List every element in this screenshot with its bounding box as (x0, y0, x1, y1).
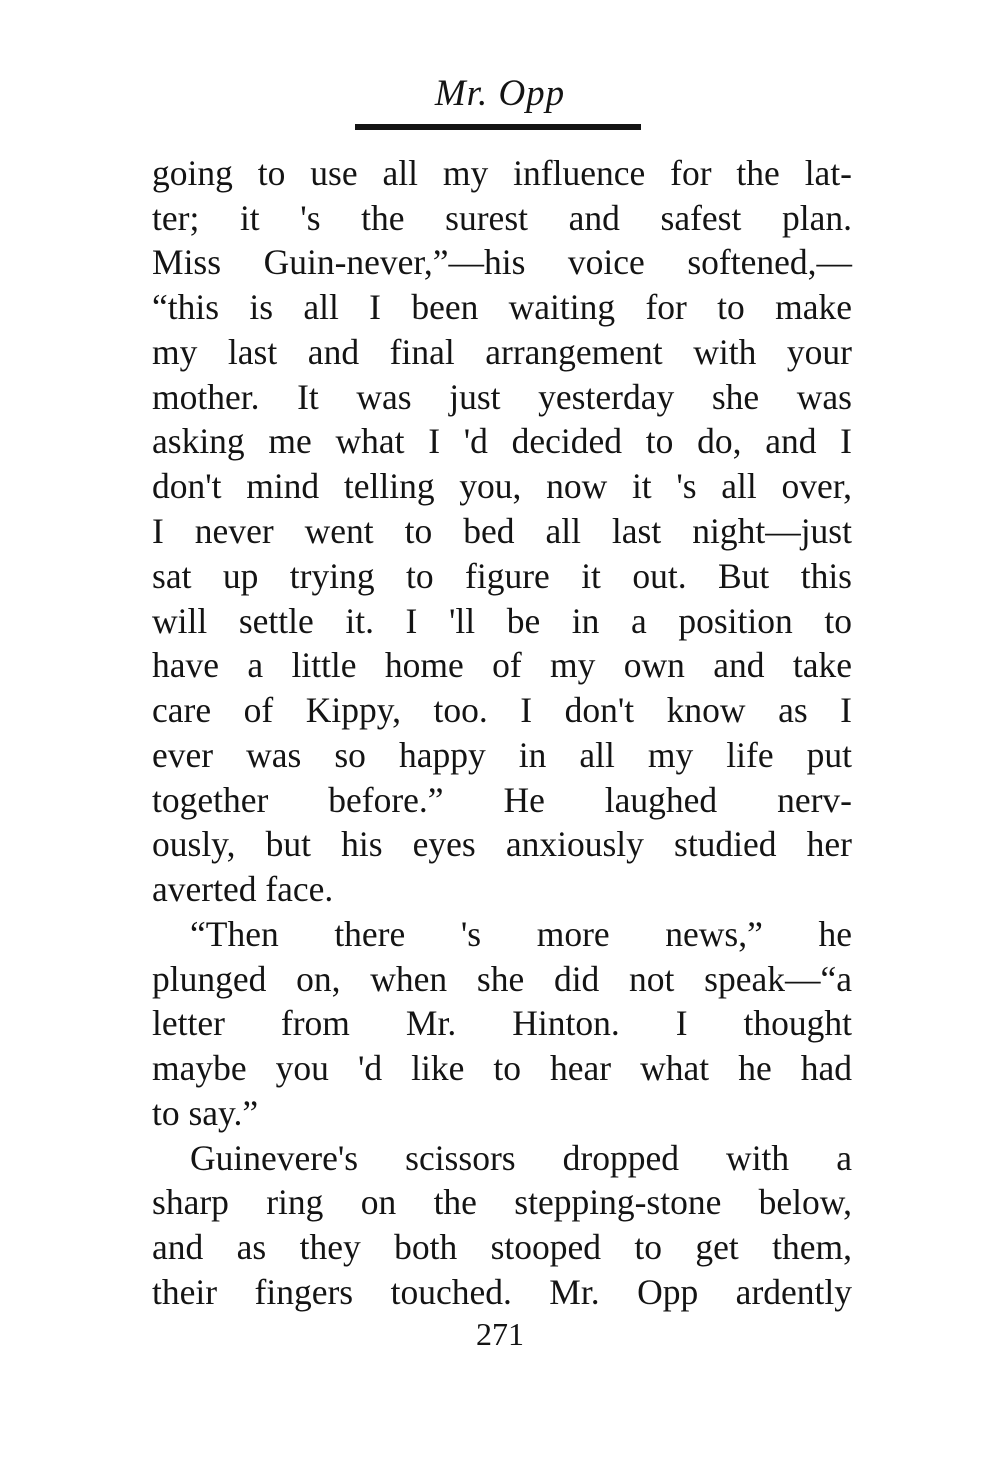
text-line: care of Kippy, too. I don't know as I (152, 690, 852, 730)
text-line: ever was so happy in all my life put (152, 735, 852, 775)
running-head: Mr. Opp (434, 73, 566, 114)
header-rule (355, 124, 641, 130)
text-line: ter; it 's the surest and safest plan. (152, 198, 852, 238)
text-line: going to use all my influence for the lat- (152, 153, 852, 193)
text-line: and as they both stooped to get them, (152, 1227, 852, 1267)
text-line: Guinevere's scissors dropped with a (190, 1138, 852, 1178)
text-line: together before.” He laughed nerv- (152, 780, 852, 820)
text-line: their fingers touched. Mr. Opp ardently (152, 1272, 852, 1312)
text-line: ously, but his eyes anxiously studied her (152, 824, 852, 864)
text-line: “Then there 's more news,” he (190, 914, 852, 954)
text-line: “this is all I been waiting for to make (152, 287, 852, 327)
text-line: Miss Guin-never,”—his voice softened,— (152, 242, 852, 282)
text-line: letter from Mr. Hinton. I thought (152, 1003, 852, 1043)
text-line: sat up trying to figure it out. But this (152, 556, 852, 596)
text-line: averted face. (152, 869, 334, 909)
text-line: sharp ring on the stepping-stone below, (152, 1182, 852, 1222)
text-line: don't mind telling you, now it 's all over, (152, 466, 852, 506)
text-line: asking me what I 'd decided to do, and I (152, 421, 852, 461)
text-line: my last and final arrangement with your (152, 332, 852, 372)
text-line: have a little home of my own and take (152, 645, 852, 685)
page-number: 271 (476, 1316, 524, 1352)
text-line: will settle it. I 'll be in a position to (152, 601, 852, 641)
text-line: mother. It was just yesterday she was (152, 377, 852, 417)
text-line: I never went to bed all last night—just (152, 511, 852, 551)
text-line: plunged on, when she did not speak—“a (152, 959, 852, 999)
text-line: maybe you 'd like to hear what he had (152, 1048, 852, 1088)
text-line: to say.” (152, 1093, 259, 1133)
